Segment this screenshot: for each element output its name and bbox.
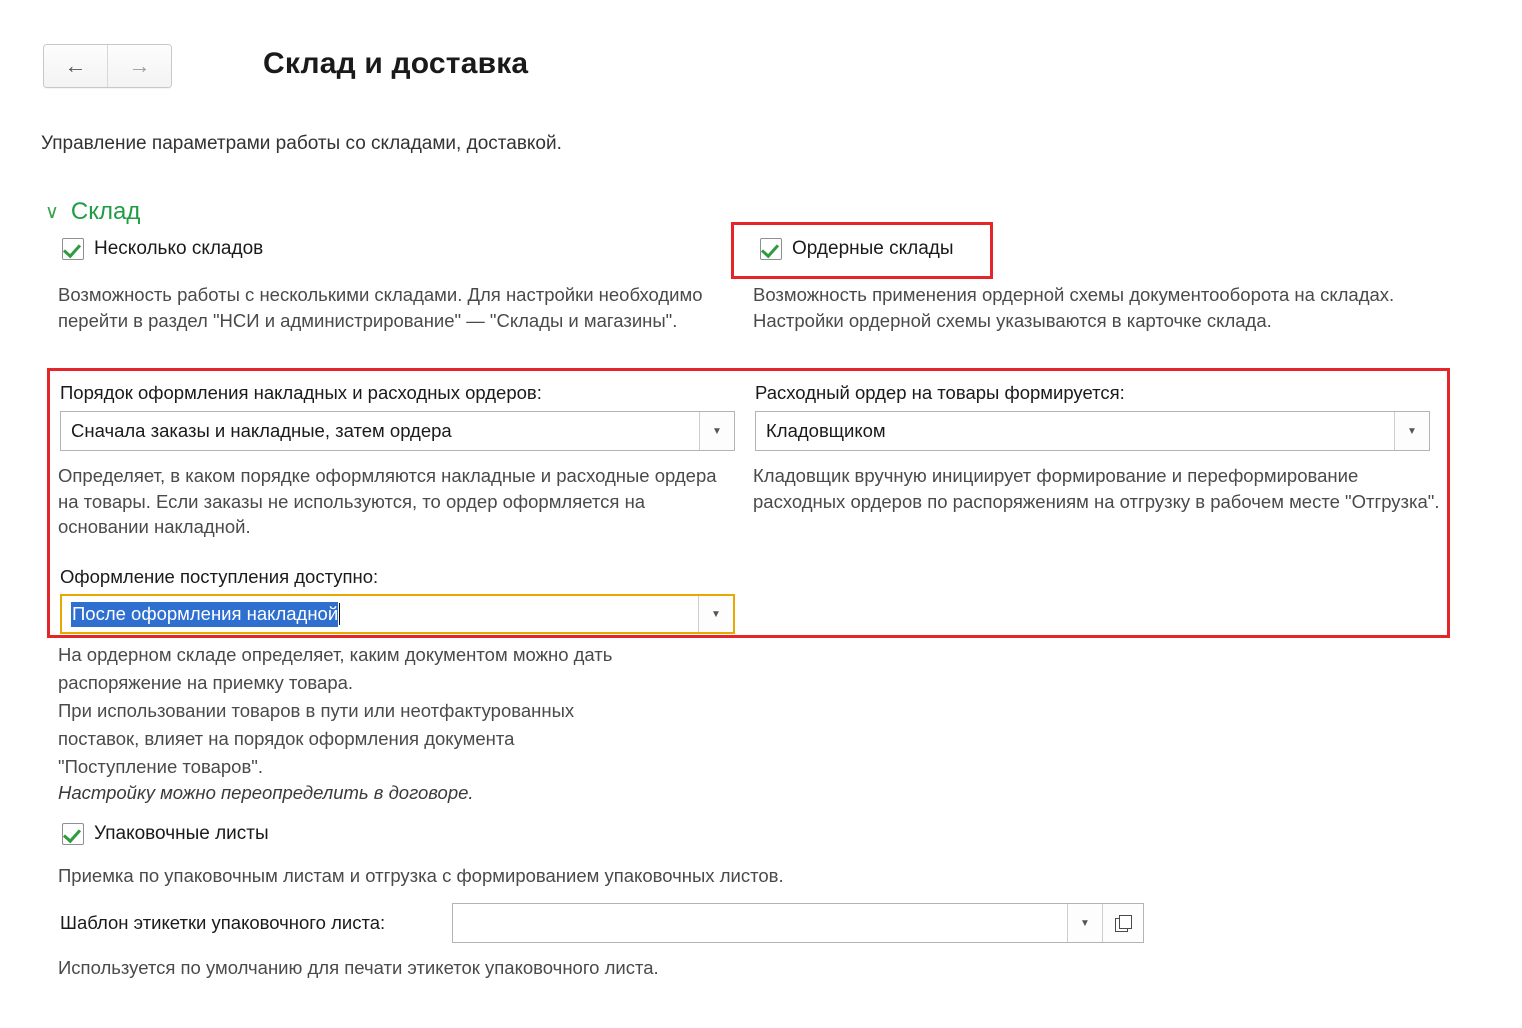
- checkbox-label: Ордерные склады: [792, 238, 954, 259]
- section-title: Склад: [70, 198, 141, 225]
- page-subtitle: Управление параметрами работы со складами, доставкой.: [41, 133, 562, 154]
- arrow-right-icon: →: [128, 53, 151, 78]
- order-warehouses-description: Возможность применения ордерной схемы документооборота на складах. Настройки ордерной схемы указываются в карточке склада.: [753, 284, 1395, 331]
- chevron-down-icon: ∨: [45, 201, 59, 223]
- label-expense-order-by: Расходный ордер на товары формируется:: [755, 382, 1125, 403]
- packing-lists-description: Приемка по упаковочным листам и отгрузка с формированием упаковочных листов.: [58, 865, 784, 886]
- back-button[interactable]: [44, 45, 107, 87]
- select-receipt-available[interactable]: [60, 594, 735, 634]
- checkbox-multi-warehouse[interactable]: [62, 238, 263, 260]
- receipt-available-description-5: "Поступление товаров".: [58, 756, 263, 777]
- checkbox-label: Упаковочные листы: [94, 823, 269, 844]
- receipt-available-description-3: При использовании товаров в пути или неотфактурованных: [58, 700, 575, 721]
- section-header-warehouse[interactable]: [45, 198, 140, 226]
- checkbox-label: Несколько складов: [94, 238, 264, 259]
- select-expense-order-by[interactable]: [755, 411, 1430, 451]
- checkbox-packing-lists[interactable]: [62, 823, 269, 845]
- text-caret: [339, 603, 340, 625]
- invoice-order-description: Определяет, в каком порядке оформляются накладные и расходные ордера на товары. Если заказы не используются, то ордер оформляется на основании накладной.: [58, 465, 717, 538]
- receipt-available-description-1: На ордерном складе определяет, каким документом можно дать: [58, 644, 613, 665]
- select-invoice-order[interactable]: [60, 411, 735, 451]
- forward-button[interactable]: [107, 45, 171, 87]
- label-packing-label-template: Шаблон этикетки упаковочного листа:: [60, 912, 386, 933]
- select-invoice-order-value: Сначала заказы и накладные, затем ордера: [71, 420, 452, 441]
- chevron-down-icon[interactable]: ▼: [699, 412, 734, 450]
- checkbox-icon[interactable]: [62, 823, 84, 845]
- checkbox-icon[interactable]: [62, 238, 84, 260]
- packing-label-template-description: Используется по умолчанию для печати этикеток упаковочного листа.: [58, 957, 659, 978]
- navigation-buttons: [43, 44, 172, 88]
- chevron-down-icon[interactable]: ▼: [1067, 904, 1102, 942]
- receipt-available-note: Настройку можно переопределить в договоре.: [58, 782, 474, 803]
- select-packing-label-template[interactable]: [452, 903, 1144, 943]
- expense-order-by-description: Кладовщик вручную инициирует формирование и переформирование расходных ордеров по распоряжениям на отгрузку в рабочем месте "Отгрузка".: [753, 465, 1440, 512]
- select-receipt-available-value: [62, 596, 698, 632]
- page-title: Склад и доставка: [263, 47, 529, 80]
- checkbox-icon[interactable]: [760, 238, 782, 260]
- label-receipt-available: Оформление поступления доступно:: [60, 566, 379, 587]
- multi-warehouse-description: Возможность работы с несколькими складами. Для настройки необходимо перейти в раздел "НСИ и администрирование" — "Склады и магазины".: [58, 284, 703, 331]
- receipt-available-description-4: поставок, влияет на порядок оформления документа: [58, 728, 515, 749]
- checkbox-order-warehouses[interactable]: [760, 238, 954, 260]
- label-invoice-order: Порядок оформления накладных и расходных ордеров:: [60, 382, 542, 403]
- select-expense-order-by-value: Кладовщиком: [766, 420, 886, 441]
- open-copy-icon[interactable]: [1102, 904, 1143, 942]
- chevron-down-icon[interactable]: ▼: [1394, 412, 1429, 450]
- chevron-down-icon[interactable]: ▼: [698, 596, 733, 632]
- select-packing-label-template-value: [453, 904, 1067, 942]
- arrow-left-icon: ←: [64, 53, 87, 78]
- receipt-available-description-2: распоряжение на приемку товара.: [58, 672, 354, 693]
- selected-text: После оформления накладной: [71, 602, 338, 627]
